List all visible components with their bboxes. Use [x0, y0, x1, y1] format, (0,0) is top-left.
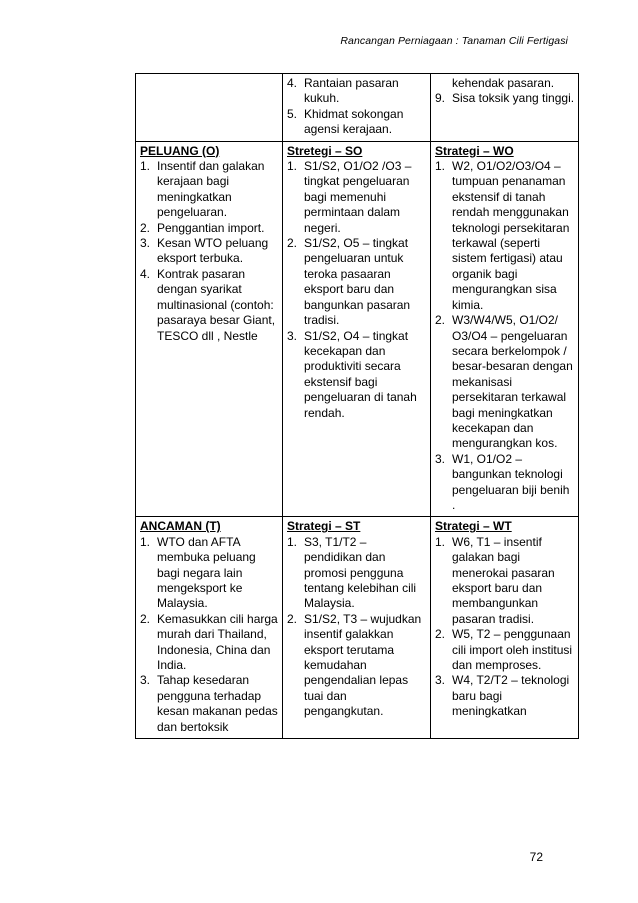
item-text: Kontrak pasaran dengan syarikat multinasional (contoh: pasaraya besar Giant, TESCO dll , Nestle: [157, 266, 276, 343]
item-text: Sisa toksik yang tinggi.: [452, 91, 575, 106]
list-item: [140, 221, 279, 236]
list-item: [140, 535, 279, 612]
list-item: [140, 673, 279, 735]
strategy-wt-list: [435, 535, 575, 720]
strategy-so-list: [287, 159, 427, 421]
item-text: Khidmat sokongan agensi kerajaan.: [304, 106, 404, 137]
item-text: S1/S2, O5 – tingkat pengeluaran untuk teroka pasaaran eksport baru dan bangunkan pasaran tradisi.: [304, 236, 411, 328]
item-text: W4, T2/T2 – teknologi baru bagi meningkatkan: [452, 673, 570, 719]
item-number: 1.: [435, 159, 446, 174]
strategy-st-list: [287, 535, 427, 720]
item-text: W6, T1 – insentif galakan bagi menerokai pasaran eksport baru dan membangunkan pasaran tradisi.: [452, 534, 555, 626]
strategy-wo-list: [435, 159, 575, 513]
threats-list: [140, 535, 279, 735]
threats-heading: ANCAMAN (T): [140, 519, 221, 534]
continuation-list-strengths: [287, 76, 427, 138]
item-text: WTO dan AFTA membuka peluang bagi negara lain mengeksport ke Malaysia.: [157, 534, 256, 611]
item-number: 1.: [287, 534, 298, 549]
item-number: 1.: [140, 534, 151, 549]
item-number: 2.: [287, 236, 298, 251]
item-number: 2.: [287, 611, 298, 626]
swot-table: [135, 73, 579, 739]
item-text: kehendak pasaran.: [452, 76, 555, 90]
list-item: [287, 535, 427, 612]
list-item: [435, 159, 575, 313]
list-item: [140, 236, 279, 267]
item-number: 4.: [140, 266, 151, 281]
strategy-wt-cell: [431, 517, 579, 739]
item-text: Tahap kesedaran pengguna terhadap kesan makanan pedas dan bertoksik: [157, 673, 278, 734]
item-text: Insentif dan galakan kerajaan bagi meningkatkan pengeluaran.: [157, 159, 265, 220]
item-number: 1.: [287, 159, 298, 174]
item-text: S1/S2, T3 – wujudkan insentif galakkan eksport terutama kemudahan pengendalian lepas tuai dan pengangkutan.: [304, 611, 422, 719]
item-number: 4.: [287, 76, 298, 90]
item-number: 2.: [435, 627, 446, 642]
strategy-so-cell: [283, 141, 431, 517]
strategy-so-heading: Stretegi – SO: [287, 143, 363, 158]
item-text: W5, T2 – penggunaan cili import oleh institusi dan memproses.: [452, 627, 573, 673]
list-item: [435, 76, 575, 91]
item-text: S3, T1/T2 – pendidikan dan promosi pengguna tentang kelebihan cili Malaysia.: [304, 534, 417, 611]
item-number: 1.: [435, 534, 446, 549]
opportunities-heading: PELUANG (O): [140, 143, 220, 158]
list-item: [287, 159, 427, 236]
item-text: S1/S2, O1/O2 /O3 – tingkat pengeluaran bagi memenuhi permintaan dalam negeri.: [304, 159, 412, 235]
item-number: 9.: [435, 91, 446, 106]
item-number: 3.: [435, 673, 446, 688]
opportunities-list: [140, 159, 279, 344]
list-item: [287, 236, 427, 328]
list-item: [435, 452, 575, 514]
continuation-cell-strengths: [283, 74, 431, 142]
strategy-wo-cell: [431, 141, 579, 517]
opportunities-cell: [136, 141, 283, 517]
item-number: 3.: [287, 328, 298, 343]
strategy-wo-heading: Strategi – WO: [435, 143, 514, 158]
item-number: 2.: [435, 313, 446, 328]
threats-row: [136, 517, 579, 739]
list-item: [435, 627, 575, 673]
opportunities-row: [136, 141, 579, 517]
item-text: Rantaian pasaran kukuh.: [304, 76, 399, 106]
item-number: 2.: [140, 611, 151, 626]
item-number: 5.: [287, 106, 298, 121]
item-number: 3.: [435, 451, 446, 466]
strategy-st-cell: [283, 517, 431, 739]
item-text: W2, O1/O2/O3/O4 – tumpuan penanaman ekstensif di tanah rendah menggunakan teknologi persekitaran terkawal (seperti sistem fertigasi) atau organik bagi mengurangkan sisa kimia.: [452, 159, 570, 312]
item-number: 1.: [140, 159, 151, 174]
item-text: W1, O1/O2 – bangunkan teknologi pengeluaran biji benih .: [452, 451, 570, 512]
list-item: [435, 673, 575, 719]
strategy-wt-heading: Strategi – WT: [435, 519, 512, 534]
item-number: 3.: [140, 236, 151, 251]
list-item: [435, 91, 575, 106]
list-item: [140, 159, 279, 221]
item-text: Penggantian import.: [157, 220, 265, 235]
list-item: [435, 535, 575, 627]
list-item: [435, 313, 575, 452]
running-header: Rancangan Perniagaan : Tanaman Cili Fertigasi: [340, 35, 568, 47]
list-item: [140, 612, 279, 674]
list-item: [287, 76, 427, 107]
threats-cell: [136, 517, 283, 739]
list-item: [287, 107, 427, 138]
item-number: 2.: [140, 220, 151, 235]
continuation-list-weaknesses: [435, 76, 575, 107]
continuation-cell-weaknesses: [431, 74, 579, 142]
page-number: 72: [529, 850, 543, 864]
continuation-cell-empty: [136, 74, 283, 142]
strategy-st-heading: Strategi – ST: [287, 519, 361, 534]
item-text: Kesan WTO peluang eksport terbuka.: [157, 236, 269, 266]
item-text: S1/S2, O4 – tingkat kecekapan dan produktiviti secara ekstensif bagi pengeluaran di tanah rendah.: [304, 328, 417, 420]
item-text: Kemasukkan cili harga murah dari Thailand, Indonesia, China dan India.: [157, 611, 278, 673]
item-number: 3.: [140, 673, 151, 688]
list-item: [140, 267, 279, 344]
list-item: [287, 329, 427, 421]
continuation-row: [136, 74, 579, 142]
item-text: W3/W4/W5, O1/O2/ O3/O4 – pengeluaran secara berkelompok / besar-besaran dengan mekanisasi persekitaran terkawal bagi meningkatkan kecekapan dan mengurangkan kos.: [452, 313, 573, 451]
list-item: [287, 612, 427, 720]
